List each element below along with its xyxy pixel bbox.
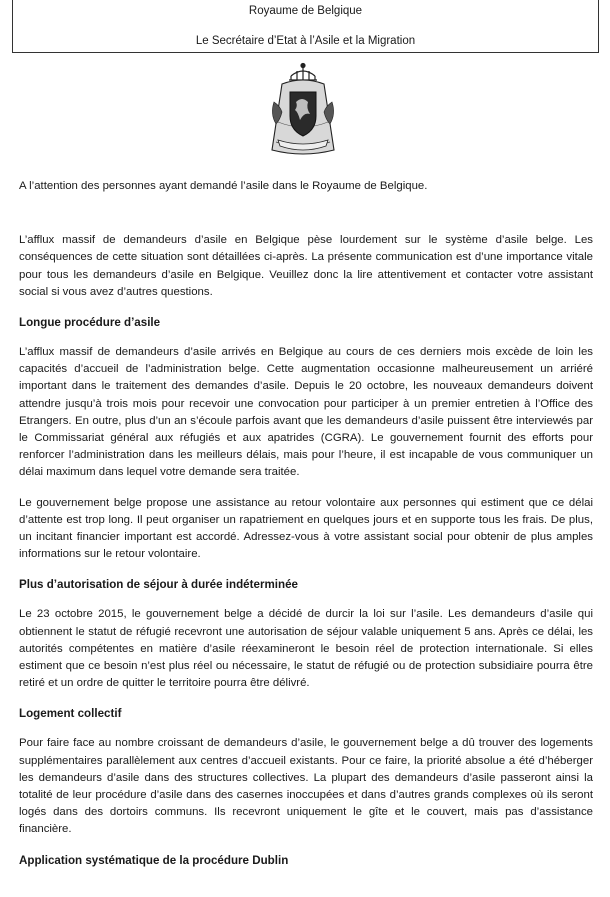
letter-body bbox=[19, 178, 593, 869]
letter-addressee: A l’attention des personnes ayant demandé l’asile dans le Royaume de Belgique. bbox=[19, 180, 428, 192]
letterhead-country: Royaume de Belgique bbox=[248, 5, 363, 17]
paragraph-residence-permit: Le 23 octobre 2015, le gouvernement belge a décidé de durcir la loi sur l’asile. Les demandeurs d’asile qui obtiennent le statut de réfugié recevront une autorisation de séjour valable uniquement 5 ans. Après ce délai, les autorités compétentes en matière d’asile réexamineront le besoin réel de protection internationale. Si elles estiment que ce besoin n’est plus réel ou nécessaire, le statut de réfugié ou de protection subsidiaire pourra être retiré et un ordre de quitter le territoire pourra être délivré. bbox=[19, 608, 593, 690]
heading-residence-permit: Plus d’autorisation de séjour à durée indéterminée bbox=[19, 578, 298, 592]
letterhead-office: Le Secrétaire d’Etat à l’Asile et la Migration bbox=[195, 35, 416, 47]
heading-collective-housing: Logement collectif bbox=[19, 707, 122, 721]
paragraph-long-procedure: L’afflux massif de demandeurs d’asile arrivés en Belgique au cours de ces derniers mois excède de loin les capacités d’accueil de l’administration belge. Cette augmentation occasionne malheureusement un arriéré important dans le traitement des demandes d’asile. Depuis le 20 octobre, les nouveaux demandeurs doivent attendre jusqu’à trois mois pour recevoir une convocation pour participer à un premier entretien à l’Office des Etrangers. En outre, plus d’un an s’écoule parfois avant que les demandeurs d’asile puissent être interviewés par le Commissariat général aux réfugiés et aux apatrides (CGRA). Le gouvernement fournit des efforts pour renforcer l’administration dans les meilleurs délais, mais pour l’heure, il est incapable de vous communiquer un délai maximum dans lequel votre demande sera traitée. bbox=[19, 346, 593, 479]
heading-dublin-procedure: Application systématique de la procédure Dublin bbox=[19, 853, 289, 867]
belgian-royal-coat-of-arms-icon bbox=[262, 62, 344, 160]
heading-long-procedure: Longue procédure d’asile bbox=[19, 316, 161, 330]
paragraph-voluntary-return: Le gouvernement belge propose une assistance au retour volontaire aux personnes qui estiment que ce délai d’attente est trop long. Il peut organiser un rapatriement en quelques jours et en supporte tous les frais. De plus, un incitant financier important est accordé. Adressez-vous à votre assistant social pour obtenir de plus amples informations sur le retour volontaire. bbox=[19, 496, 593, 561]
paragraph-collective-housing: Pour faire face au nombre croissant de demandeurs d’asile, le gouvernement belge a dû trouver des logements supplémentaires parallèlement aux centres d’accueil existants. Pour ce faire, la priorité absolue a été d’héberger les demandeurs d’asile dans des structures collectives. La plupart des demandeurs d’asile passeront ainsi la totalité de leur procédure d’asile dans des casernes inoccupées et dans d’autres grands complexes où ils seront logés dans des dortoirs communs. Ils recevront uniquement le gîte et le couvert, mais pas d’assistance financière. bbox=[19, 737, 593, 836]
letterhead-box bbox=[12, 0, 599, 53]
paragraph-intro: L’afflux massif de demandeurs d’asile en Belgique pèse lourdement sur le système d’asile belge. Les conséquences de cette situation sont détaillées ci-après. La présente communication est d’une importance vitale pour tous les demandeurs d’asile en Belgique. Veuillez donc la lire attentivement et contacter votre assistant social si vous avez d’autres questions. bbox=[19, 234, 593, 298]
